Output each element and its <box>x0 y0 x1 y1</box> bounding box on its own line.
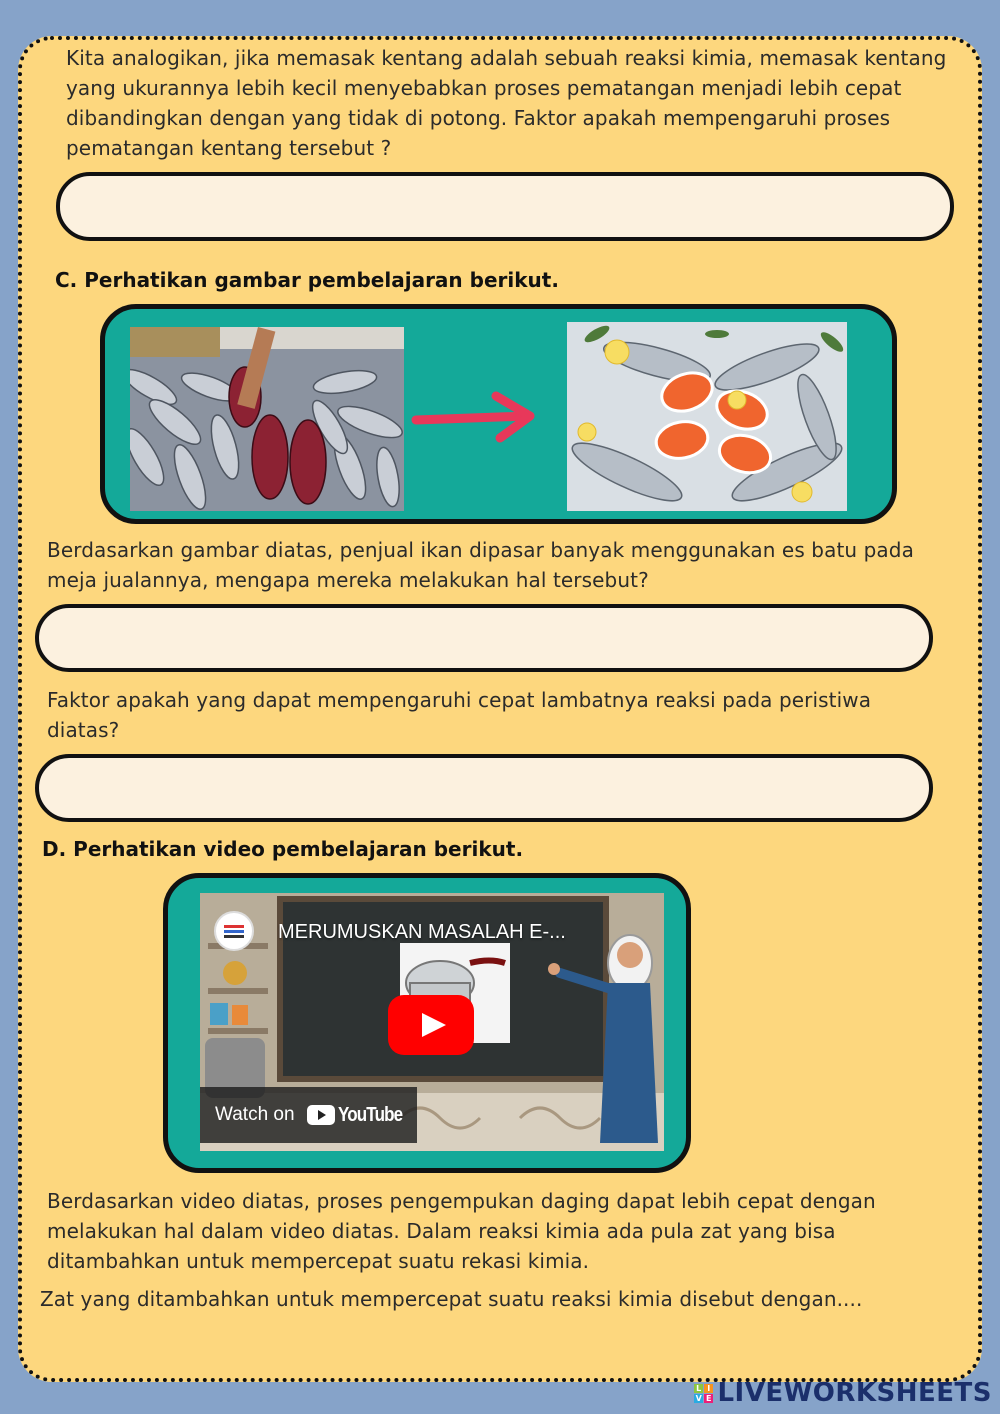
youtube-play-icon <box>388 995 474 1055</box>
youtube-logo-icon <box>307 1105 335 1125</box>
answer-field-fish-ice[interactable] <box>35 604 933 672</box>
fish-question: Berdasarkan gambar diatas, penjual ikan dipasar banyak menggunakan es batu pada meja jualannya, mengapa mereka melakukan hal tersebut? <box>47 538 914 592</box>
liveworksheets-mark <box>694 1384 713 1403</box>
fish-on-ice-photo <box>567 322 847 511</box>
potato-question: Kita analogikan, jika memasak kentang adalah sebuah reaksi kimia, memasak kentang yang ukurannya lebih kecil menyebabkan proses pematangan menjadi lebih cepat dibandingkan dengan yang tidak di potong. Faktor apakah mempengaruhi proses pematangan kentang tersebut ? <box>66 46 947 160</box>
fish-market-illustration <box>130 327 404 511</box>
youtube-video-embed[interactable] <box>200 893 664 1151</box>
liveworksheets-logo <box>694 1378 992 1408</box>
watch-on-label: Watch on <box>215 1104 295 1125</box>
fish-market-photo <box>130 327 404 511</box>
youtube-wordmark: YouTube <box>337 1103 402 1126</box>
answer-field-potato[interactable] <box>56 172 954 241</box>
factor-question: Faktor apakah yang dapat mempengaruhi cepat lambatnya reaksi pada peristiwa diatas? <box>47 688 872 742</box>
channel-logo-icon <box>216 913 252 949</box>
channel-avatar[interactable] <box>214 911 254 951</box>
section-d-heading: D. Perhatikan video pembelajaran berikut. <box>42 837 524 861</box>
section-c-heading: C. Perhatikan gambar pembelajaran berikut. <box>55 268 559 292</box>
watch-on-youtube-button[interactable] <box>200 1087 417 1143</box>
fish-on-ice-illustration <box>567 322 847 511</box>
liveworksheets-wordmark: LIVEWORKSHEETS <box>717 1378 992 1408</box>
logo-mark-letter-l: L <box>696 1383 702 1393</box>
video-paragraph: Berdasarkan video diatas, proses pengempukan daging dapat lebih cepat dengan melakukan hal dalam video diatas. Dalam reaksi kimia ada pula zat yang bisa ditambahkan untuk mempercepat suatu rekasi kimia. <box>47 1189 876 1273</box>
arrow-icon <box>410 390 540 446</box>
logo-mark-letter-i: I <box>704 1384 713 1393</box>
video-title[interactable]: MERUMUSKAN MASALAH E-... <box>278 921 566 943</box>
catalyst-question: Zat yang ditambahkan untuk mempercepat suatu reaksi kimia disebut dengan.... <box>40 1287 863 1311</box>
play-button[interactable] <box>388 995 474 1055</box>
logo-mark-letter-e: E <box>705 1393 712 1403</box>
logo-mark-letter-v: V <box>695 1393 703 1403</box>
answer-field-factor[interactable] <box>35 754 933 822</box>
